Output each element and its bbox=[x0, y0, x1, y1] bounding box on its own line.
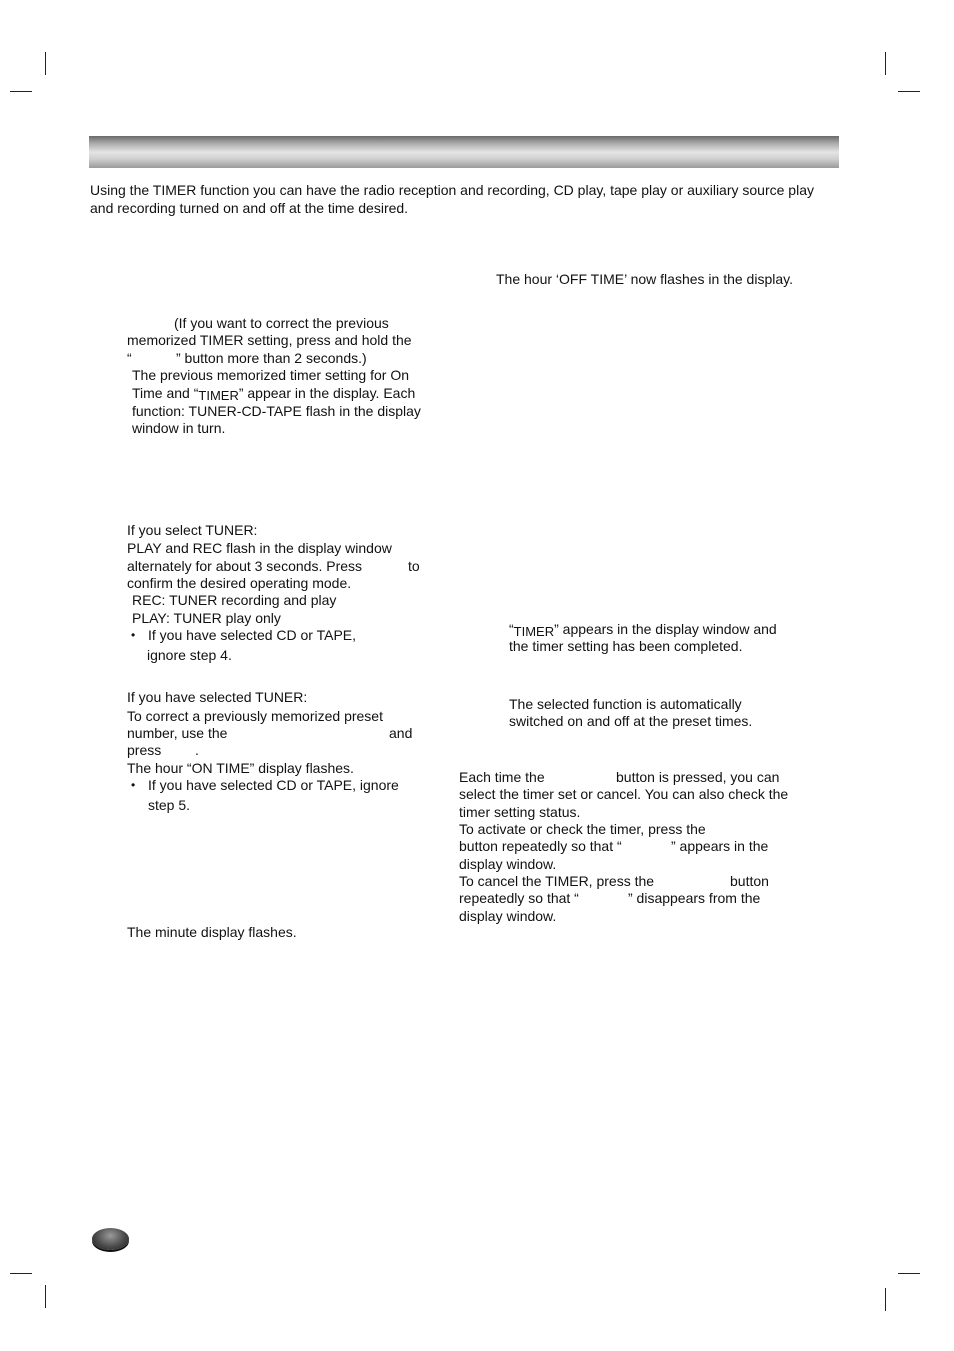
timer-indicator: TIMER bbox=[513, 624, 555, 639]
note-text: step 5. bbox=[148, 797, 191, 813]
step-text: memorized TIMER setting, press and hold the bbox=[127, 332, 412, 348]
step-text: PLAY: TUNER play only bbox=[132, 610, 281, 626]
step-text: The minute display flashes. bbox=[127, 924, 297, 940]
step-text: number, use the bbox=[127, 725, 228, 741]
crop-mark bbox=[45, 52, 46, 75]
step-text: The selected function is automatically bbox=[509, 696, 742, 712]
step-text: To correct a previously memorized preset bbox=[127, 708, 383, 724]
step-text: If you select TUNER: bbox=[127, 522, 258, 538]
timer-note: repeatedly so that “ bbox=[459, 890, 579, 906]
crop-mark bbox=[898, 91, 920, 92]
step-text: The hour “ON TIME” display flashes. bbox=[127, 760, 354, 776]
step-text: alternately for about 3 seconds. Press bbox=[127, 558, 363, 574]
step-text: If you have selected TUNER: bbox=[127, 689, 308, 705]
step-text: . bbox=[195, 742, 199, 758]
step-text: (If you want to correct the previous bbox=[174, 315, 389, 331]
crop-mark bbox=[45, 1285, 46, 1308]
step-text: ” button more than 2 seconds.) bbox=[176, 350, 367, 366]
timer-note: ” disappears from the bbox=[628, 890, 761, 906]
timer-note: button repeatedly so that “ bbox=[459, 838, 622, 854]
step-text: window in turn. bbox=[132, 420, 226, 436]
timer-note: button bbox=[730, 873, 769, 889]
note-text: If you have selected CD or TAPE, ignore bbox=[148, 777, 399, 793]
crop-mark bbox=[10, 1273, 32, 1274]
bullet-icon: • bbox=[131, 778, 136, 792]
step-text: The hour ‘OFF TIME’ now flashes in the display. bbox=[496, 271, 793, 287]
timer-note: To cancel the TIMER, press the bbox=[459, 873, 655, 889]
step-text: Time and “TIMER” appear in the display. Each bbox=[132, 385, 416, 403]
section-title-bar bbox=[89, 136, 839, 168]
step-text: PLAY and REC flash in the display window bbox=[127, 540, 392, 556]
timer-note: Each time the bbox=[459, 769, 545, 785]
crop-mark bbox=[885, 52, 886, 75]
timer-note: select the timer set or cancel. You can also check the bbox=[459, 786, 789, 802]
timer-note: timer setting status. bbox=[459, 804, 581, 820]
step-text: switched on and off at the preset times. bbox=[509, 713, 753, 729]
timer-note: ” appears in the bbox=[671, 838, 769, 854]
step-text: The previous memorized timer setting for On bbox=[132, 367, 409, 383]
timer-note: display window. bbox=[459, 908, 557, 924]
page-number-tab bbox=[92, 1228, 129, 1250]
intro-paragraph: Using the TIMER function you can have the radio reception and recording, CD play, tape play or auxiliary source play and recording turned on and off at the time desired. bbox=[90, 182, 814, 216]
crop-mark bbox=[10, 91, 32, 92]
note-text: ignore step 4. bbox=[147, 647, 232, 663]
step-text: function: TUNER-CD-TAPE flash in the display bbox=[132, 403, 421, 419]
step-text: REC: TUNER recording and play bbox=[132, 592, 337, 608]
step-text: the timer setting has been completed. bbox=[509, 638, 743, 654]
quote-open: “ bbox=[127, 350, 132, 366]
step-text: to bbox=[408, 558, 420, 574]
timer-note: To activate or check the timer, press the bbox=[459, 821, 706, 837]
timer-note: button is pressed, you can bbox=[616, 769, 780, 785]
crop-mark bbox=[898, 1273, 920, 1274]
timer-indicator: TIMER bbox=[198, 388, 239, 403]
step-text: “TIMER” appears in the display window and bbox=[509, 621, 777, 639]
timer-note: display window. bbox=[459, 856, 557, 872]
step-text: and bbox=[389, 725, 413, 741]
crop-mark bbox=[885, 1288, 886, 1311]
note-text: If you have selected CD or TAPE, bbox=[148, 627, 357, 643]
bullet-icon: • bbox=[131, 628, 136, 642]
step-text: confirm the desired operating mode. bbox=[127, 575, 352, 591]
step-text: press bbox=[127, 742, 162, 758]
